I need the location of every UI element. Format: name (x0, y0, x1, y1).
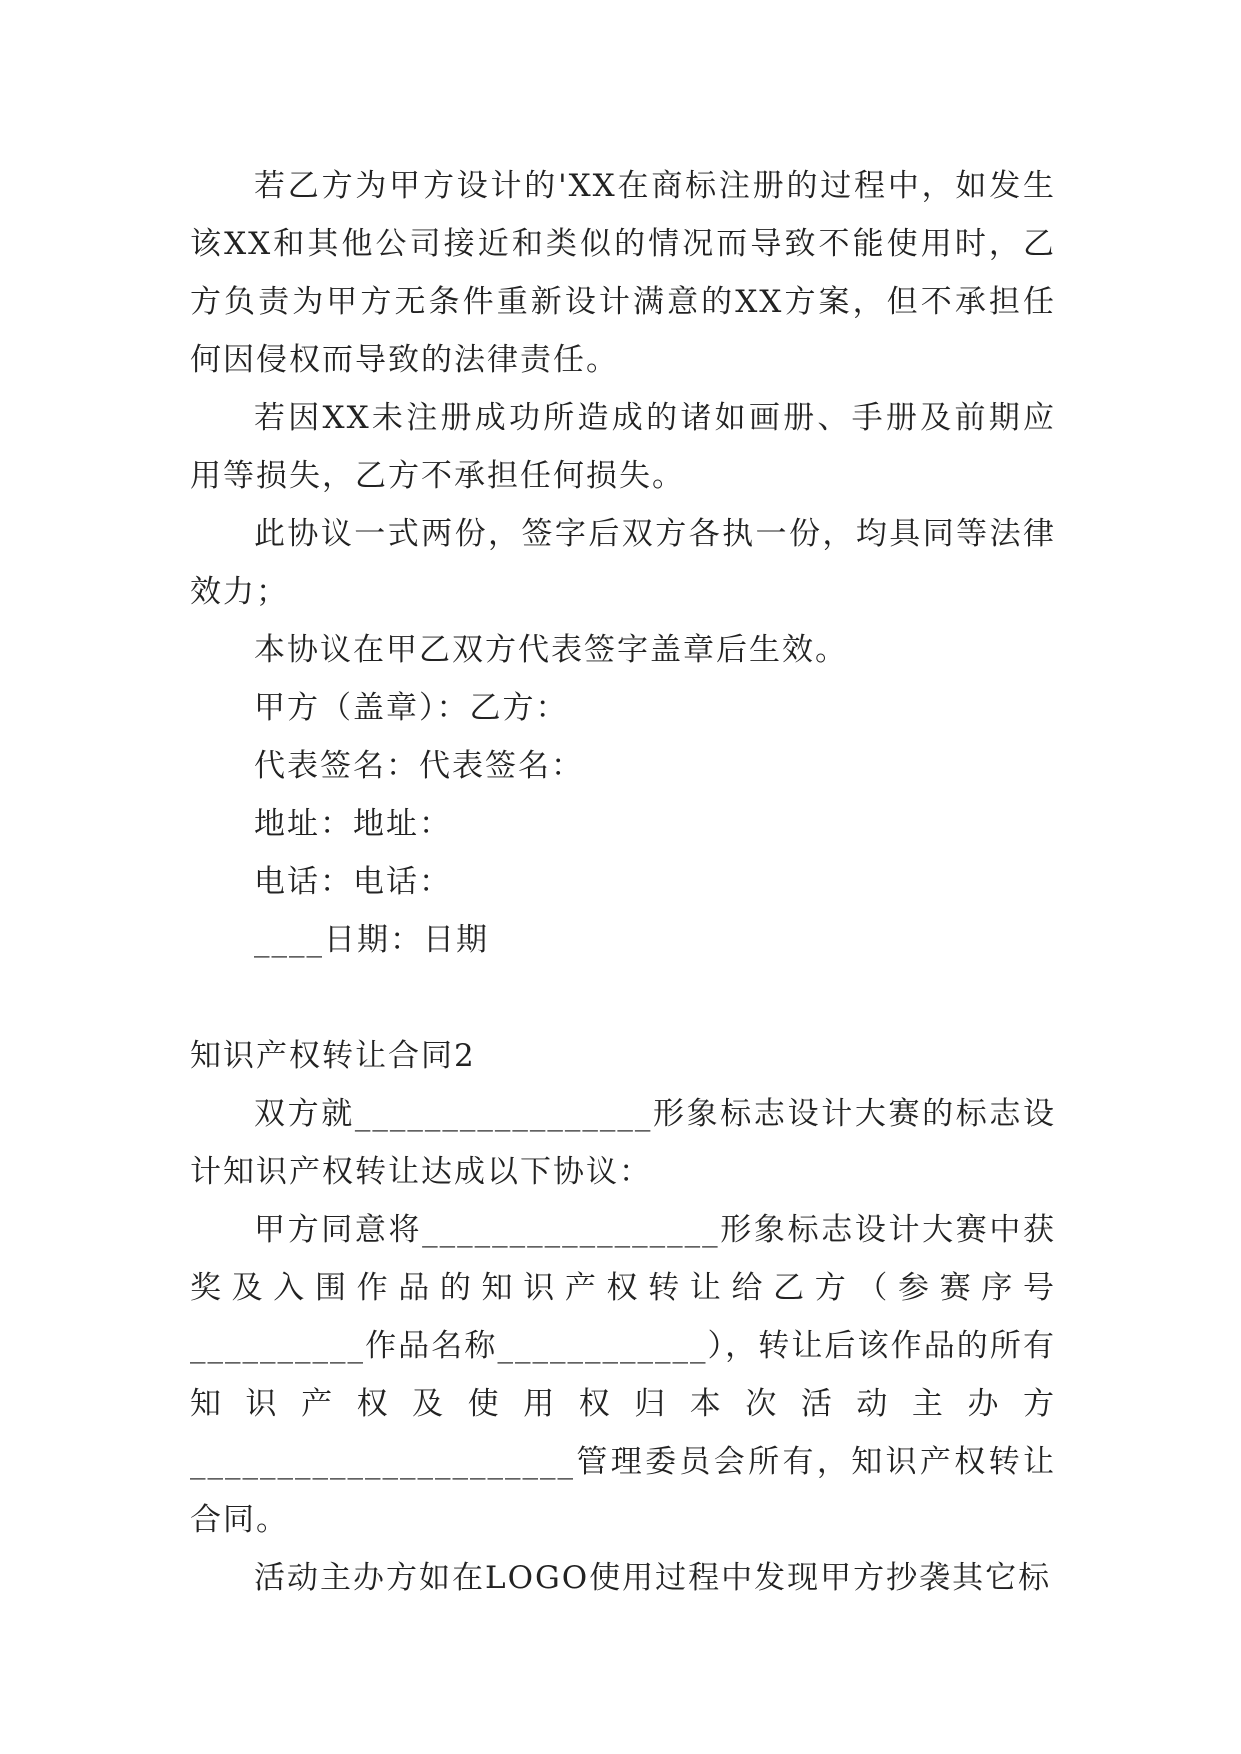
signature-date-line: ____日期：日期 (254, 922, 489, 958)
paragraph-transfer-terms: 甲方同意将_________________形象标志设计大赛中获奖及入围作品的知识产权转让给乙方（参赛序号__________作品名称____________），转让后该作品的所有知识产权及使用权归本次活动主办方______________________管理委员会所有，知识产权转让合同。 (190, 1212, 1056, 1538)
paragraph-plagiarism-clause: 活动主办方如在LOGO使用过程中发现甲方抄袭其它标 (254, 1560, 1052, 1596)
section-spacer (190, 969, 1056, 1027)
paragraph-agreement-intro: 双方就_________________形象标志设计大赛的标志设计知识产权转让达成以下协议： (190, 1096, 1056, 1190)
paragraph-registration-loss: 若因XX未注册成功所造成的诸如画册、手册及前期应用等损失，乙方不承担任何损失。 (190, 400, 1056, 494)
document-body (190, 157, 1056, 1607)
signature-party-line: 甲方（盖章）：乙方： (254, 690, 569, 726)
signature-address-line: 地址：地址： (254, 806, 452, 842)
section-title: 知识产权转让合同2 (190, 1038, 476, 1074)
paragraph-copies: 此协议一式两份，签字后双方各执一份，均具同等法律效力； (190, 516, 1056, 610)
signature-phone-line: 电话：电话： (254, 864, 452, 900)
paragraph-trademark-redesign: 若乙方为甲方设计的'XX在商标注册的过程中，如发生该XX和其他公司接近和类似的情况而导致不能使用时，乙方负责为甲方无条件重新设计满意的XX方案，但不承担任何因侵权而导致的法律责任。 (190, 168, 1056, 378)
signature-representative-line: 代表签名：代表签名： (254, 748, 584, 784)
paragraph-effective: 本协议在甲乙双方代表签字盖章后生效。 (254, 632, 848, 668)
